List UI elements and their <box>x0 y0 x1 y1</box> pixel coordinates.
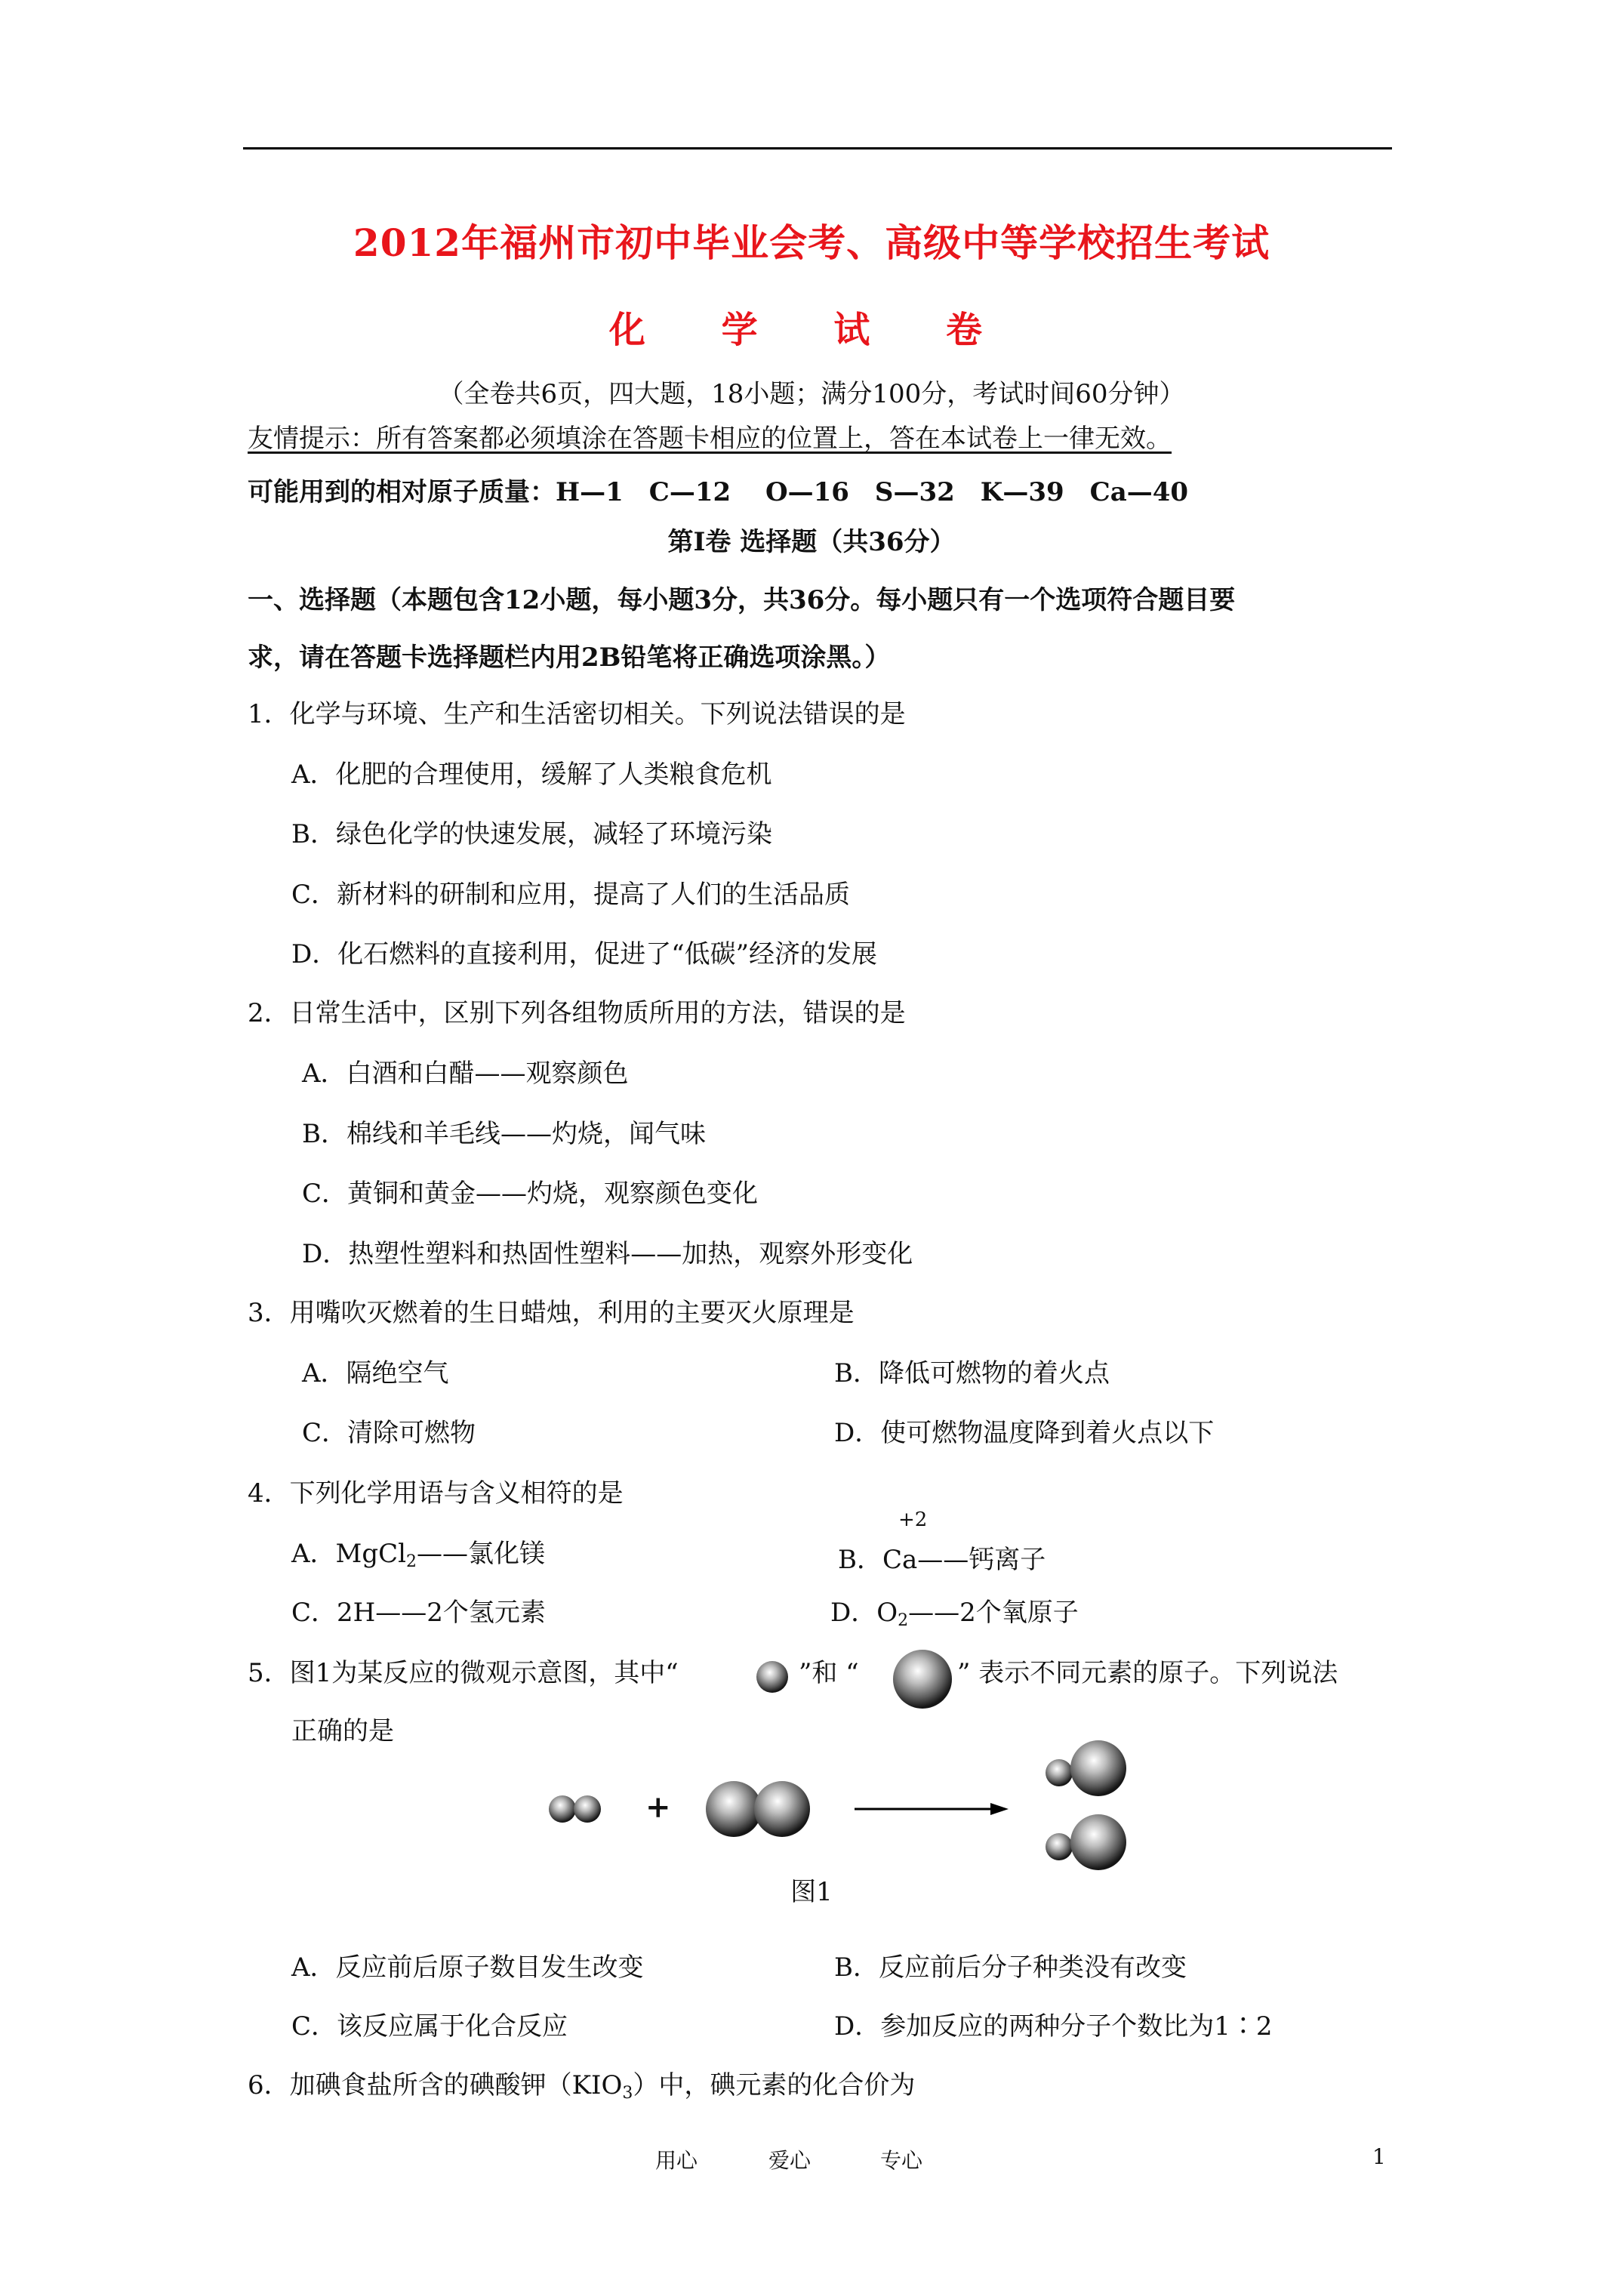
question-2-stem: 2．日常生活中，区别下列各组物质所用的方法，错误的是 <box>248 998 906 1028</box>
question-5-option-b: B．反应前后分子种类没有改变 <box>834 1952 1187 1983</box>
subscript: 3 <box>622 2084 633 2103</box>
question-2-option-a: A．白酒和白醋——观察颜色 <box>302 1059 629 1089</box>
question-5-option-c: C．该反应属于化合反应 <box>291 2011 568 2042</box>
question-5-option-d: D．参加反应的两种分子个数比为1∶2 <box>834 2011 1273 2042</box>
footer-motto-1: 用心 <box>655 2148 698 2173</box>
small-molecule-reactant <box>549 1795 601 1823</box>
question-1-option-b: B．绿色化学的快速发展，减轻了环境污染 <box>291 819 772 849</box>
large-atom-icon <box>891 1647 954 1711</box>
reaction-arrow <box>855 1803 1009 1815</box>
option-b-prefix: B．Ca <box>838 1545 918 1575</box>
question-1-option-a: A．化肥的合理使用，缓解了人类粮食危机 <box>291 760 772 790</box>
question-2-option-d: D．热塑性塑料和热固性塑料——加热，观察外形变化 <box>302 1239 913 1269</box>
question-1-option-c: C．新材料的研制和应用，提高了人们的生活品质 <box>291 880 851 910</box>
question-5-stem-part2: ”和 “ <box>799 1658 859 1688</box>
question-6-stem <box>248 2064 915 2103</box>
option-a-suffix: ——氯化镁 <box>417 1539 546 1569</box>
question-1-stem: 1．化学与环境、生产和生活密切相关。下列说法错误的是 <box>248 699 906 729</box>
instruction-line1: 一、选择题（本题包含12小题，每小题3分，共36分。每小题只有一个选项符合题目要 <box>248 585 1236 615</box>
question-4-stem: 4．下列化学用语与含义相符的是 <box>248 1478 624 1509</box>
option-d-prefix: D．O <box>830 1598 898 1628</box>
question-2-option-b: B．棉线和羊毛线——灼烧，闻气味 <box>302 1119 706 1149</box>
question-5-stem-part3: ” 表示不同元素的原子。下列说法 <box>957 1658 1338 1688</box>
question-5-stem-part1: 5．图1为某反应的微观示意图，其中“ <box>248 1658 679 1688</box>
exam-subtitle: 化 学 试 卷 <box>608 309 1015 351</box>
page-number: 1 <box>1372 2144 1386 2169</box>
option-d-suffix: ——2个氧原子 <box>908 1598 1079 1628</box>
plus-sign: + <box>645 1789 671 1825</box>
product-molecule-2 <box>1046 1814 1126 1870</box>
large-molecule-reactant <box>706 1781 810 1837</box>
footer-motto-3: 专心 <box>880 2148 923 2173</box>
charge-label: +2 <box>898 1509 928 1531</box>
instruction-line2: 求，请在答题卡选择题栏内用2B铅笔将正确选项涂黑。） <box>248 643 891 673</box>
question-3-option-d: D．使可燃物温度降到着火点以下 <box>834 1418 1215 1448</box>
question-5-option-a: A．反应前后原子数目发生改变 <box>291 1952 644 1983</box>
option-a-prefix: A．MgCl <box>291 1539 407 1569</box>
small-atom-icon <box>753 1658 791 1696</box>
question-3-option-a: A．隔绝空气 <box>302 1358 449 1388</box>
atomic-masses: 可能用到的相对原子质量：H—1 C—12 O—16 S—32 K—39 Ca—40 <box>248 477 1189 507</box>
question-3-option-b: B．降低可燃物的着火点 <box>834 1358 1110 1388</box>
subscript: 2 <box>898 1611 909 1630</box>
q6-stem-prefix: 6．加碘食盐所含的碘酸钾（KIO <box>248 2070 623 2100</box>
header-rule <box>243 147 1392 149</box>
q6-stem-suffix: ）中，碘元素的化合价为 <box>633 2070 916 2100</box>
figure-caption: 图1 <box>790 1877 833 1907</box>
question-5-stem-line2: 正确的是 <box>291 1716 394 1746</box>
friendly-tip: 友情提示：所有答案都必须填涂在答题卡相应的位置上，答在本试卷上一律无效。 <box>248 424 1172 454</box>
question-2-option-c: C．黄铜和黄金——灼烧，观察颜色变化 <box>302 1179 759 1209</box>
exam-info: （全卷共6页，四大题，18小题；满分100分，考试时间60分钟） <box>438 379 1185 409</box>
option-b-suffix: ——钙离子 <box>917 1545 1046 1575</box>
product-molecule-1 <box>1046 1740 1126 1796</box>
question-4-option-c: C．2H——2个氢元素 <box>291 1598 546 1628</box>
footer-motto-2: 爱心 <box>768 2148 812 2173</box>
question-4-option-a <box>291 1533 545 1571</box>
part1-heading: 第Ⅰ卷 选择题（共36分） <box>667 527 956 557</box>
question-4-option-b <box>838 1509 1046 1576</box>
question-4-option-d <box>830 1592 1079 1630</box>
question-3-option-c: C．清除可燃物 <box>302 1418 476 1448</box>
question-3-stem: 3．用嘴吹灭燃着的生日蜡烛，利用的主要灭火原理是 <box>248 1298 855 1328</box>
question-1-option-d: D．化石燃料的直接利用，促进了“低碳”经济的发展 <box>291 939 878 969</box>
exam-title: 2012年福州市初中毕业会考、高级中等学校招生考试 <box>353 220 1270 265</box>
subscript: 2 <box>406 1552 417 1571</box>
